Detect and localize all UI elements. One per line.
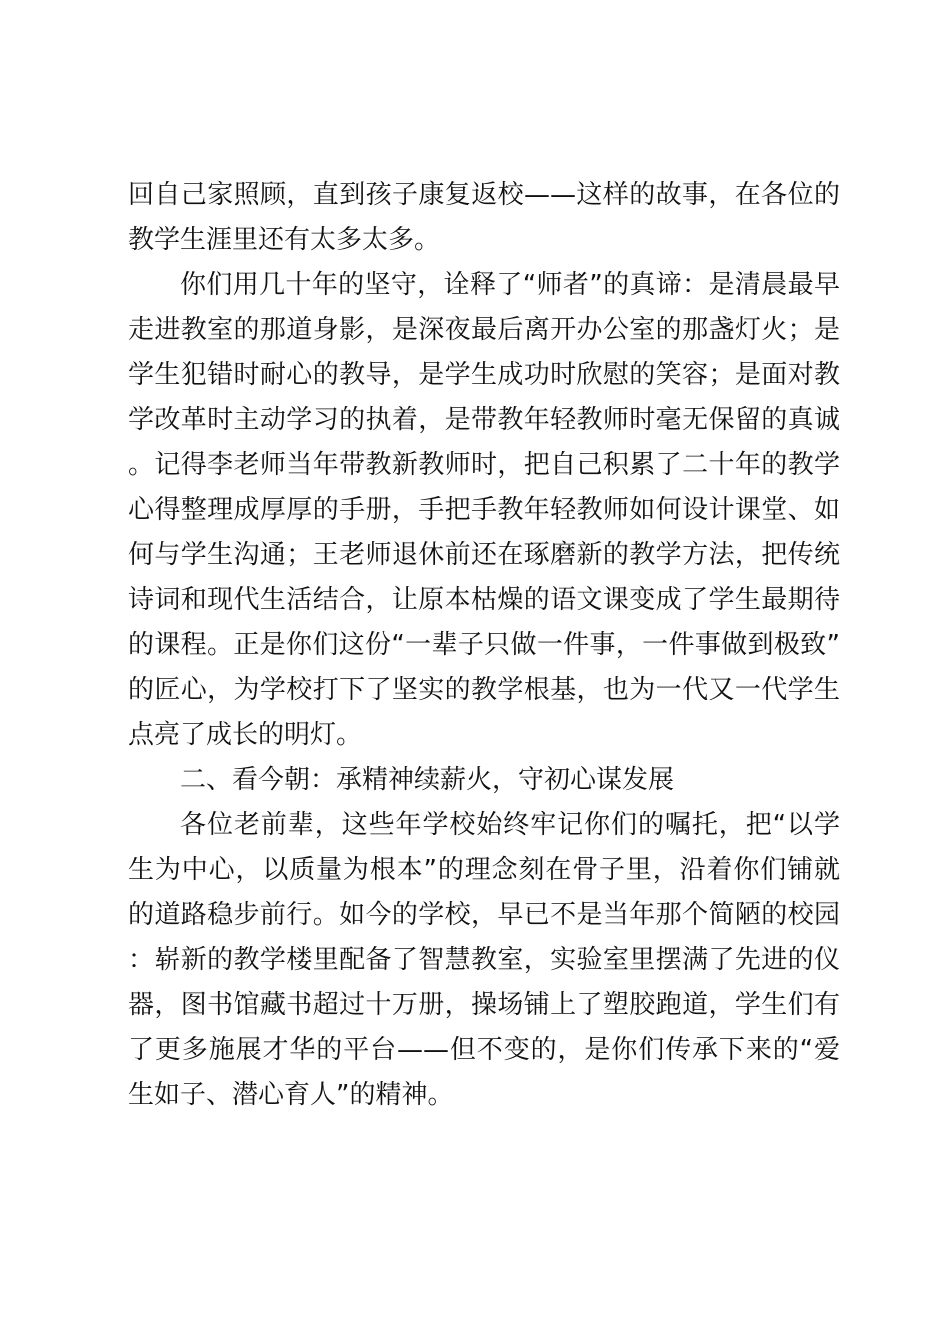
paragraph-continuation: 回自己家照顾，直到孩子康复返校——这样的故事，在各位的教学生涯里还有太多太多。 xyxy=(128,180,840,255)
section-heading-today: 二、看今朝：承精神续薪火，守初心谋发展 xyxy=(180,765,675,795)
paragraph-school-development: 各位老前辈，这些年学校始终牢记你们的嘱托，把“以学生为中心，以质量为根本”的理念刻在骨子里，沿着你们铺就的道路稳步前行。如今的学校，早已不是当年那个简陋的校园：崭新的教学楼里配备了智慧教室，实验室里摆满了先进的仪器，图书馆藏书超过十万册，操场铺上了塑胶跑道，学生们有了更多施展才华的平台——但不变的，是你们传承下来的“爱生如子、潜心育人”的精神。 xyxy=(128,810,840,1110)
paragraph-teachers-dedication: 你们用几十年的坚守，诠释了“师者”的真谛：是清晨最早走进教室的那道身影，是深夜最后离开办公室的那盏灯火；是学生犯错时耐心的教导，是学生成功时欣慰的笑容；是面对教学改革时主动学习的执着，是带教年轻教师时毫无保留的真诚。记得李老师当年带教新教师时，把自己积累了二十年的教学心得整理成厚厚的手册，手把手教年轻教师如何设计课堂、如何与学生沟通；王老师退休前还在琢磨新的教学方法，把传统诗词和现代生活结合，让原本枯燥的语文课变成了学生最期待的课程。正是你们这份“一辈子只做一件事，一件事做到极致”的匠心，为学校打下了坚实的教学根基，也为一代又一代学生点亮了成长的明灯。 xyxy=(128,270,840,750)
document-page xyxy=(128,173,840,1118)
